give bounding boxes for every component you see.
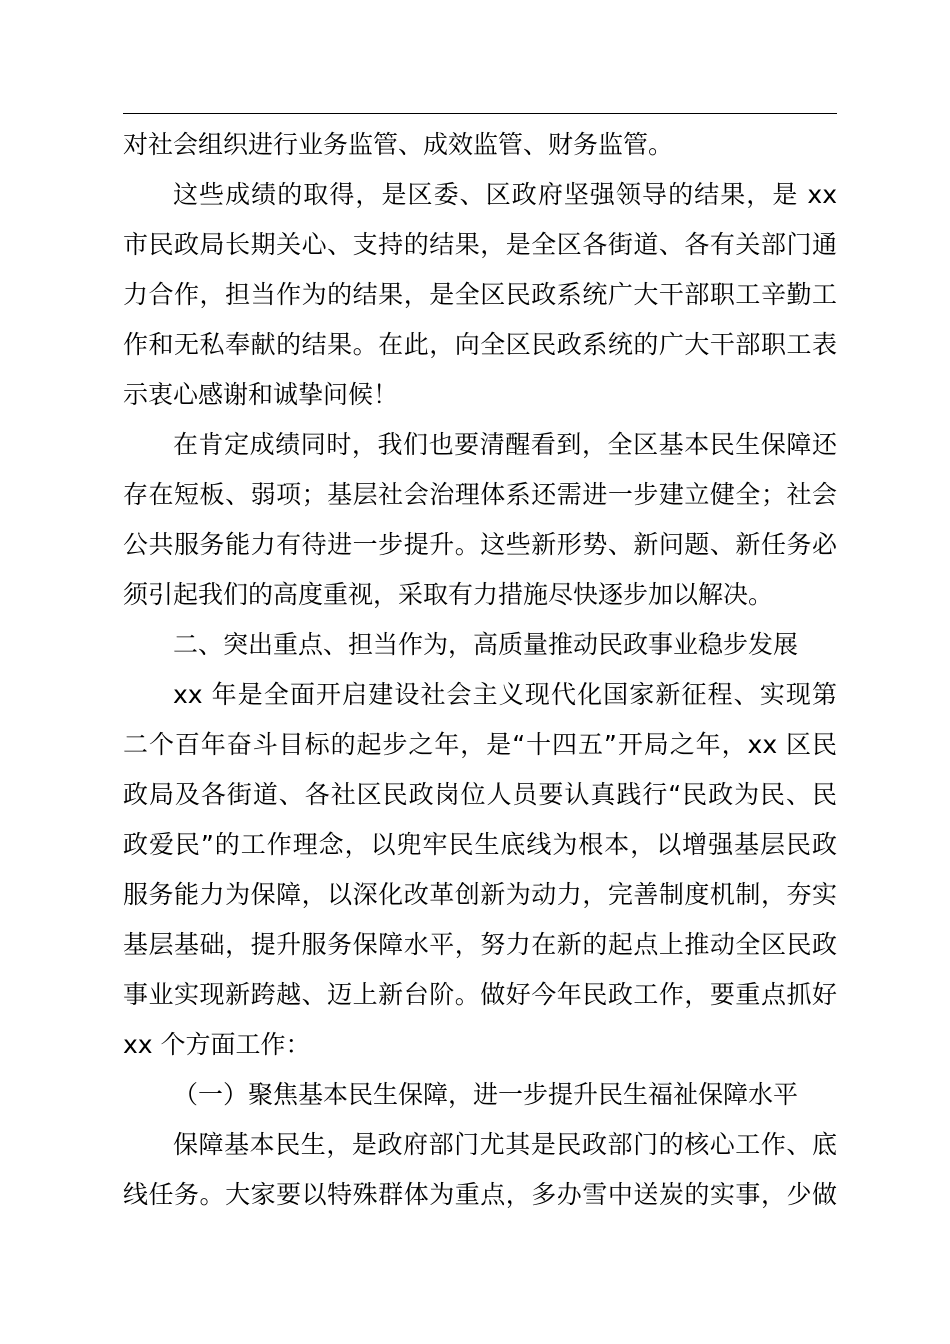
text-line: 市民政局长期关心、支持的结果，是全区各街道、各有关部门通 [123,230,837,259]
paragraph-start-line: 在肯定成绩同时，我们也要清醒看到，全区基本民生保障还 [173,430,837,459]
text-line: 作和无私奉献的结果。在此，向全区民政系统的广大干部职工表 [123,330,837,359]
text-line: 存在短板、弱项；基层社会治理体系还需进一步建立健全；社会 [123,480,837,509]
text-line: 须引起我们的高度重视，采取有力措施尽快逐步加以解决。 [123,580,774,609]
text-line: 二个百年奋斗目标的起步之年，是“十四五”开局之年，xx 区民 [123,730,837,759]
paragraph-start-line: xx 年是全面开启建设社会主义现代化国家新征程、实现第 [173,680,837,709]
text-line: 公共服务能力有待进一步提升。这些新形势、新问题、新任务必 [123,530,837,559]
text-line: 事业实现新跨越、迈上新台阶。做好今年民政工作，要重点抓好 [123,980,837,1009]
paragraph-start-line: 这些成绩的取得，是区委、区政府坚强领导的结果，是 xx [173,180,837,209]
text-line: 服务能力为保障，以深化改革创新为动力，完善制度机制，夯实 [123,880,837,909]
text-line: 对社会组织进行业务监管、成效监管、财务监管。 [123,130,674,159]
text-line: 政局及各街道、各社区民政岗位人员要认真践行“民政为民、民 [123,780,837,809]
body-text [123,120,837,1220]
text-line: 基层基础，提升服务保障水平，努力在新的起点上推动全区民政 [123,930,837,959]
subsection-heading: （一）聚焦基本民生保障，进一步提升民生福祉保障水平 [173,1080,799,1109]
text-line: 政爱民”的工作理念，以兜牢民生底线为根本，以增强基层民政 [123,830,837,859]
header-rule [123,113,837,114]
text-line: 示衷心感谢和诚挚问候！ [123,380,399,409]
paragraph-start-line: 保障基本民生，是政府部门尤其是民政部门的核心工作、底 [173,1130,837,1159]
text-line: 线任务。大家要以特殊群体为重点，多办雪中送炭的实事，少做 [123,1180,837,1209]
text-line: xx 个方面工作： [123,1030,311,1059]
text-line: 力合作，担当作为的结果，是全区民政系统广大干部职工辛勤工 [123,280,837,309]
section-heading: 二、突出重点、担当作为，高质量推动民政事业稳步发展 [173,630,799,659]
